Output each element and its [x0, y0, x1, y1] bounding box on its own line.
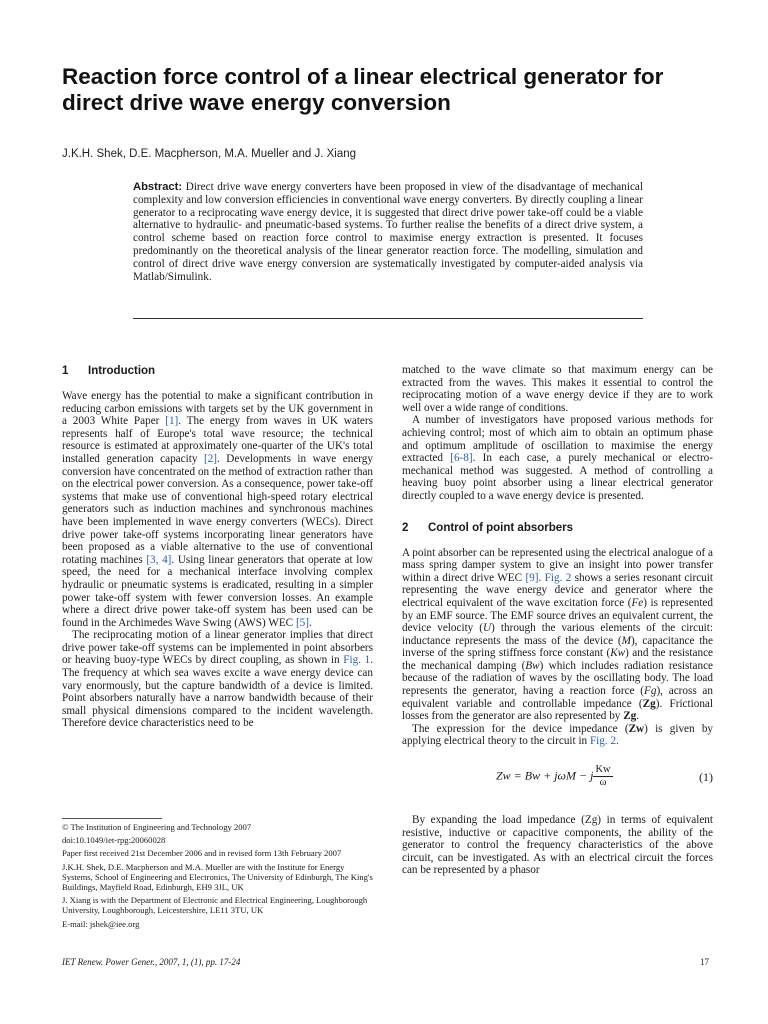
footnote-doi: doi:10.1049/iet-rpg:20060028: [62, 835, 166, 846]
citation-link[interactable]: [3, 4]: [146, 553, 172, 566]
right-column: [402, 364, 713, 877]
left-column: [62, 364, 373, 730]
intro-paragraph-3: A number of investigators have proposed various methods for achieving control; most of which aim to obtain an optimum phase and optimum amplitude of oscillation to maximise the energy extracted [6-8]. In each case, a purely mechanical or electro-mechanical method was suggested. A method of controlling a heaving buoy point absorber using a linear electrical generator directly coupled to a wave energy device is presented.: [402, 414, 713, 502]
citation-link[interactable]: [9]: [525, 571, 539, 584]
control-paragraph-3: By expanding the load impedance (Zg) in terms of equivalent resistive, inductive or capacitive components, the ability of the generator to control the frequency characteristics of the above circuit, can be investigated. As with an electrical circuit the forces can be represented by a phasor: [402, 814, 713, 877]
footnote-email: E-mail: jshek@iee.org: [62, 918, 140, 929]
footnote-copyright: © The Institution of Engineering and Technology 2007: [62, 822, 252, 832]
intro-paragraph-continued: matched to the wave climate so that maximum energy can be extracted from the waves. This makes it essential to control the reciprocating motion of a wave energy device if they are to work well over a wide range of conditions.: [402, 364, 713, 414]
figure-link[interactable]: Fig. 1: [343, 654, 371, 667]
footnote-affiliation-2: J. Xiang is with the Department of Electronic and Electrical Engineering, Loughborough University, Loughborough, Leicestershire, LE11 3TU, UK: [62, 895, 368, 916]
section-heading-control: 2 Control of point absorbers: [402, 521, 574, 534]
equation-1: [402, 758, 713, 802]
paper-title: Reaction force control of a linear electrical generator for direct drive wave energy conversion: [62, 64, 664, 115]
equation-number: (1): [699, 770, 713, 785]
citation-link[interactable]: [2]: [203, 452, 217, 465]
page-number: 17: [700, 957, 709, 967]
citation-link[interactable]: [5]: [295, 616, 309, 629]
section-heading-introduction: 1 Introduction: [62, 365, 156, 377]
abstract: [133, 181, 643, 283]
equation-body: Zw = Bw + jωM − j $\frac{Kw}{\omega}$: [496, 764, 611, 789]
abstract-text: Direct drive wave energy converters have been proposed in view of the disadvantage of mechanical complexity and low conversion efficiencies in conventional wave energy converters. By directly coupling a linear generator to a reciprocating wave energy device, it is suggested that direct drive power take-off could be a viable alternative to hydraulic- and pneumatic-based systems. To further realise the benefits of a direct drive system, a control scheme based on reaction force control to maximise energy extraction is presented. It focuses predominantly on the theoretical analysis of the linear generator reaction force. The modelling, simulation and control of direct drive wave energy conversion are systematically investigated by computer-aided analysis via Matlab/Simulink.: [133, 181, 644, 283]
author-list: J.K.H. Shek, D.E. Macpherson, M.A. Mueller and J. Xiang: [62, 148, 357, 160]
control-paragraph-2: The expression for the device impedance (Zw) is given by applying electrical theory to the circuit in Fig. 2.: [402, 722, 714, 748]
footnote-affiliation-1: J.K.H. Shek, D.E. Macpherson and M.A. Mueller are with the Institute for Energy Systems, School of Engineering and Electronics, The University of Edinburgh, The King's Buildings, Mayfield Road, Edinburgh, EH9 3JL, UK: [62, 861, 373, 893]
footnote-received: Paper first received 21st December 2006 and in revised form 13th February 2007: [62, 848, 342, 859]
citation-link[interactable]: [1]: [165, 415, 179, 428]
footnotes: [62, 822, 374, 932]
figure-link[interactable]: Fig. 2: [589, 735, 617, 748]
citation-link[interactable]: [6-8]: [450, 452, 473, 465]
intro-paragraph-1: Wave energy has the potential to make a significant contribution in reducing carbon emissions with targets set by the UK government in a 2003 White Paper [1]. The energy from waves in UK waters represents half of Europe's total wave resource; the technical resource is estimated at approximately one-quarter of the UK's total installed generation capacity [2]. Developments in wave energy conversion have concentrated on the method of extraction rather than on the electrical power conversion. As a consequence, power take-off systems that make use of conventional high-speed rotary electrical generators such as induction machines and synchronous machines have been implemented in wave energy converters (WECs). Direct drive power take-off systems incorporating linear generators have been proposed as a viable alternative to the use of conventional rotating machines [3, 4]. Using linear generators that operate at low speed, the need for a mechanical interface involving complex hydraulic or pneumatic systems is eradicated, resulting in a simpler power take-off system with fewer conversion losses. An example where a direct drive power take-off system has been used can be found in the Archimedes Wave Swing (AWS) WEC [5].: [62, 390, 374, 629]
journal-citation: IET Renew. Power Gener., 2007, 1, (1), pp. 17-24: [62, 957, 241, 967]
control-paragraph-1: A point absorber can be represented using the electrical analogue of a mass spring damper system to give an insight into power transfer within a direct drive WEC [9]. Fig. 2 shows a series resonant circuit representing the wave energy device and generator where the electrical equivalent of the wave excitation force (Fe) is represented by an EMF source. The EMF source drives an equivalent current, the device velocity (U) through the various elements of the circuit: inductance represents the mass of the device (M), capacitance the inverse of the spring stiffness force constant (Kw) and the resistance the mechanical damping (Bw) which includes radiation resistance because of the radiation of waves by the oscillating body. The load represents the generator, having a reaction force (Fg), across an equivalent variable and controllable impedance (Zg). Frictional losses from the generator are also represented by Zg.: [402, 546, 714, 723]
abstract-label: Abstract:: [133, 181, 183, 193]
abstract-divider: [133, 318, 643, 319]
equation-fraction: $\frac{Kw}{\omega}$: [595, 764, 611, 789]
figure-link[interactable]: Fig. 2: [544, 571, 572, 584]
intro-paragraph-2: The reciprocating motion of a linear generator implies that direct drive power take-off systems can be implemented in point absorbers or heaving buoy-type WECs by direct coupling, as shown in Fig. 1. The frequency at which sea waves excite a wave energy device can vary enormously, but the capture bandwidth of a device is limited. Point absorbers naturally have a narrow bandwidth because of their small physical dimensions compared to the incident wavelength. Therefore device characteristics need to be: [62, 629, 373, 730]
footnote-divider: [62, 818, 162, 819]
